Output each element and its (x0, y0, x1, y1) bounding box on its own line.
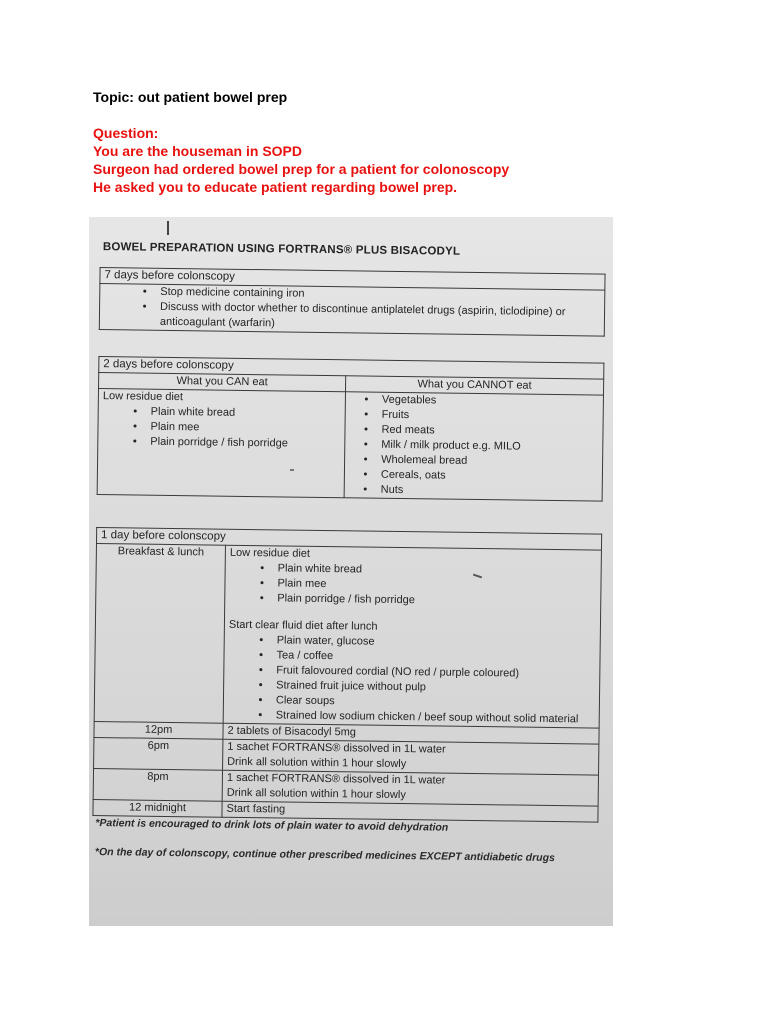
list-item: • Milk / milk product e.g. MILO (377, 438, 598, 456)
can-eat-header: What you CAN eat (99, 373, 346, 392)
question-line-3: He asked you to educate patient regarding bowel prep. (93, 179, 458, 195)
list-item: • Wholemeal bread (377, 453, 598, 471)
low-residue-intro: Low residue diet (229, 546, 311, 560)
instruction-line: 1 sachet FORTRANS® dissolved in 1L water (227, 740, 446, 756)
document-photo (89, 217, 613, 926)
two-days-header: 2 days before colonscopy (99, 357, 604, 380)
list-item: • Stop medicine containing iron (156, 285, 600, 306)
list-item: • Tea / coffee (272, 648, 595, 667)
seven-days-table (99, 267, 606, 337)
question-line-2: Surgeon had ordered bowel prep for a patient for colonoscopy (93, 161, 510, 177)
breakfast-lunch-label: Breakfast & lunch (94, 544, 225, 724)
list-item: • Plain mee (273, 576, 596, 595)
clear-fluid-intro: Start clear fluid diet after lunch (228, 618, 378, 633)
list-item: • Cereals, oats (377, 468, 598, 486)
list-item: • Fruits (378, 408, 599, 426)
list-item: • Red meats (377, 423, 598, 441)
bowel-prep-sheet (89, 237, 613, 867)
list-item: • Plain white bread (147, 405, 341, 423)
time-cell: 12 midnight (93, 799, 222, 817)
instruction-line: 2 tablets of Bisacodyl 5mg (227, 724, 357, 739)
list-item: • Plain white bread (274, 561, 597, 580)
list-item: • Discuss with doctor whether to discontinue antiplatelet drugs (aspirin, ticlodipine) or anticoagulant (warfarin) (156, 300, 600, 336)
list-item: • Plain water, glucose (273, 633, 596, 652)
list-item: • Plain mee (146, 420, 340, 438)
list-item: • Fruit falovoured cordial (NO red / purple coloured) (272, 663, 595, 682)
list-item: • Vegetables (378, 393, 599, 411)
list-item: • Plain porridge / fish porridge (146, 435, 340, 453)
instruction-line: 1 sachet FORTRANS® dissolved in 1L water (226, 771, 446, 787)
list-item: • Strained fruit juice without pulp (272, 678, 595, 697)
question-label: Question: (93, 125, 159, 141)
one-day-header: 1 day before colonscopy (96, 528, 601, 551)
topic-heading: Topic: out patient bowel prep (93, 89, 288, 105)
instruction-line: Drink all solution within 1 hour slowly (227, 755, 407, 771)
time-cell: 6pm (94, 738, 223, 771)
list-item: • Nuts (377, 483, 598, 501)
instruction-line: Drink all solution within 1 hour slowly (226, 786, 406, 802)
pen-mark (167, 221, 169, 235)
two-days-table (97, 356, 605, 502)
cannot-eat-header: What you CANNOT eat (345, 376, 603, 395)
list-item: • Clear soups (272, 693, 595, 712)
instruction-line: Start fasting (226, 802, 286, 816)
time-cell: 8pm (93, 769, 222, 802)
one-day-table (92, 527, 602, 823)
seven-days-header: 7 days before colonscopy (100, 268, 605, 291)
question-block (93, 124, 509, 196)
note-hydration: *Patient is encouraged to drink lots of plain water to avoid dehydration (95, 817, 449, 834)
list-item: • Strained low sodium chicken / beef soup without solid material (272, 708, 595, 727)
can-eat-intro: Low residue diet (102, 390, 184, 404)
document-title: BOWEL PREPARATION USING FORTRANS® PLUS BISACODYL (102, 241, 461, 258)
list-item: • Plain porridge / fish porridge (273, 591, 596, 610)
note-medication: *On the day of colonscopy, continue other prescribed medicines EXCEPT antidiabetic drugs (94, 846, 555, 865)
time-cell: 12pm (94, 722, 223, 740)
question-line-1: You are the houseman in SOPD (93, 143, 303, 159)
